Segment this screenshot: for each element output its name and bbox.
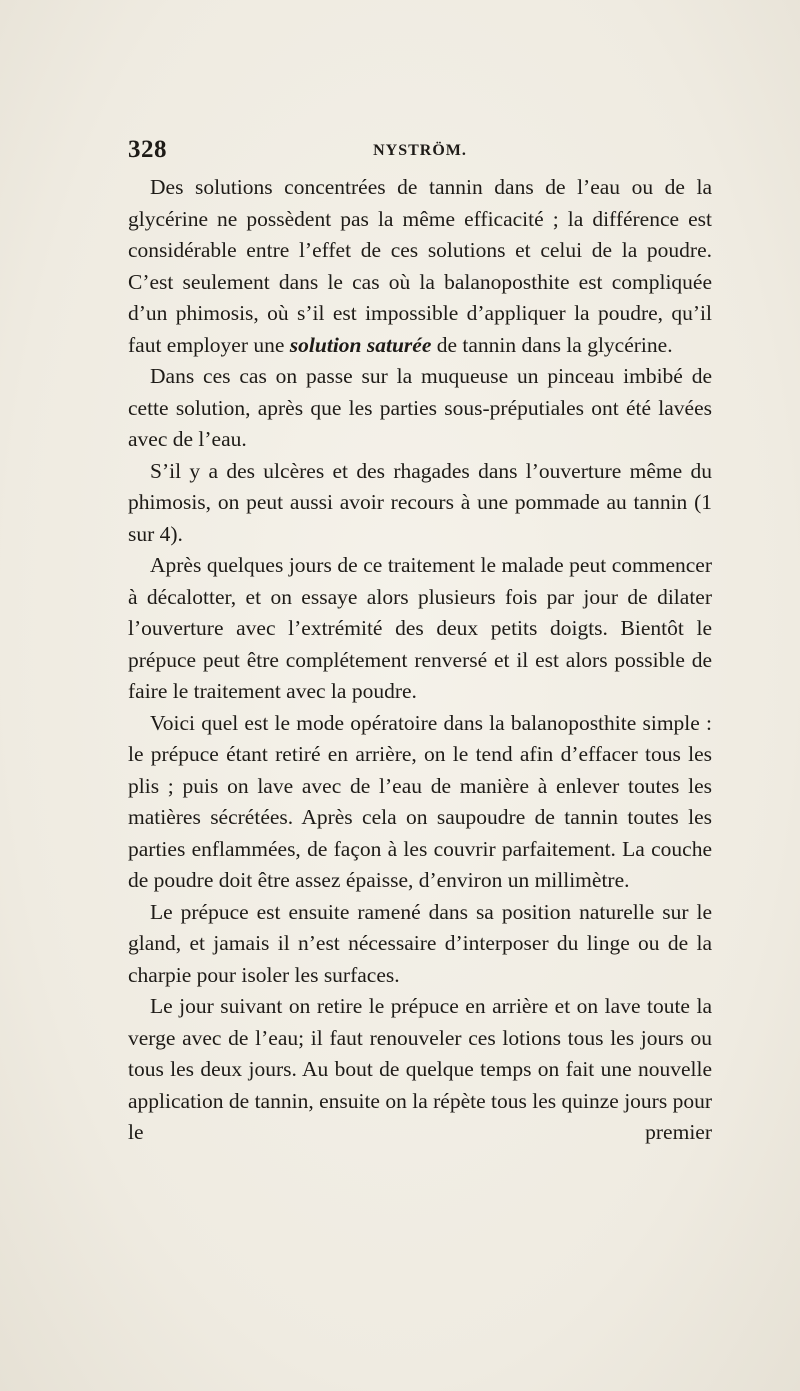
body-text [128,172,712,1149]
paragraph-3: S’il y a des ulcères et des rhagades dans l’ouverture même du phimosis, on peut aussi avoir recours à une pommade au tannin (1 sur 4). [128,458,712,546]
paragraph-1-emphasis: solution saturée [289,332,432,357]
paragraph-7: Le jour suivant on retire le prépuce en arrière et on lave toute la verge avec de l’eau; il faut renouveler ces lotions tous les jours ou tous les deux jours. Au bout de quelque temps on fait une nouvelle application de tannin, ensuite on la répète tous les quinze jours pour le premier [128,994,712,1144]
page-header [128,136,712,166]
paragraph-4: Après quelques jours de ce traitement le malade peut commencer à décalotter, et on essaye alors plusieurs fois par jour de dilater l’ouverture avec l’extrémité des deux petits doigts. Bientôt le prépuce peut être complétement renversé et il est alors possible de faire le traitement avec la poudre. [128,553,712,703]
running-head: NYSTRÖM. [373,142,467,159]
paragraph-1-text-end: de tannin dans la glycérine. [431,332,673,357]
paragraph-6: Le prépuce est ensuite ramené dans sa position naturelle sur le gland, et jamais il n’est nécessaire d’interposer du linge ou de la charpie pour isoler les surfaces. [128,899,712,987]
paragraph-1 [128,172,712,361]
paragraph-5: Voici quel est le mode opératoire dans la balanoposthite simple : le prépuce étant retiré en arrière, on le tend afin d’effacer tous les plis ; puis on lave avec de l’eau de manière à enlever toutes les matières sécrétées. Après cela on saupoudre de tannin toutes les parties enflammées, de façon à les couvrir parfaitement. La couche de poudre doit être assez épaisse, d’environ un millimètre. [128,710,712,892]
page-number: 328 [128,136,167,163]
paragraph-1-text: Des solutions concentrées de tannin dans de l’eau ou de la glycérine ne possèdent pas la même efficacité ; la différence est considérable entre l’effet de ces solutions et celui de la poudre. C’est seulement dans le cas où la balanoposthite est compliquée d’un phimosis, où s’il est impossible d’appliquer la poudre, qu’il faut employer une [128,175,712,357]
paragraph-2: Dans ces cas on passe sur la muqueuse un pinceau imbibé de cette solution, après que les parties sous-préputiales ont été lavées avec de l’eau. [128,364,712,451]
